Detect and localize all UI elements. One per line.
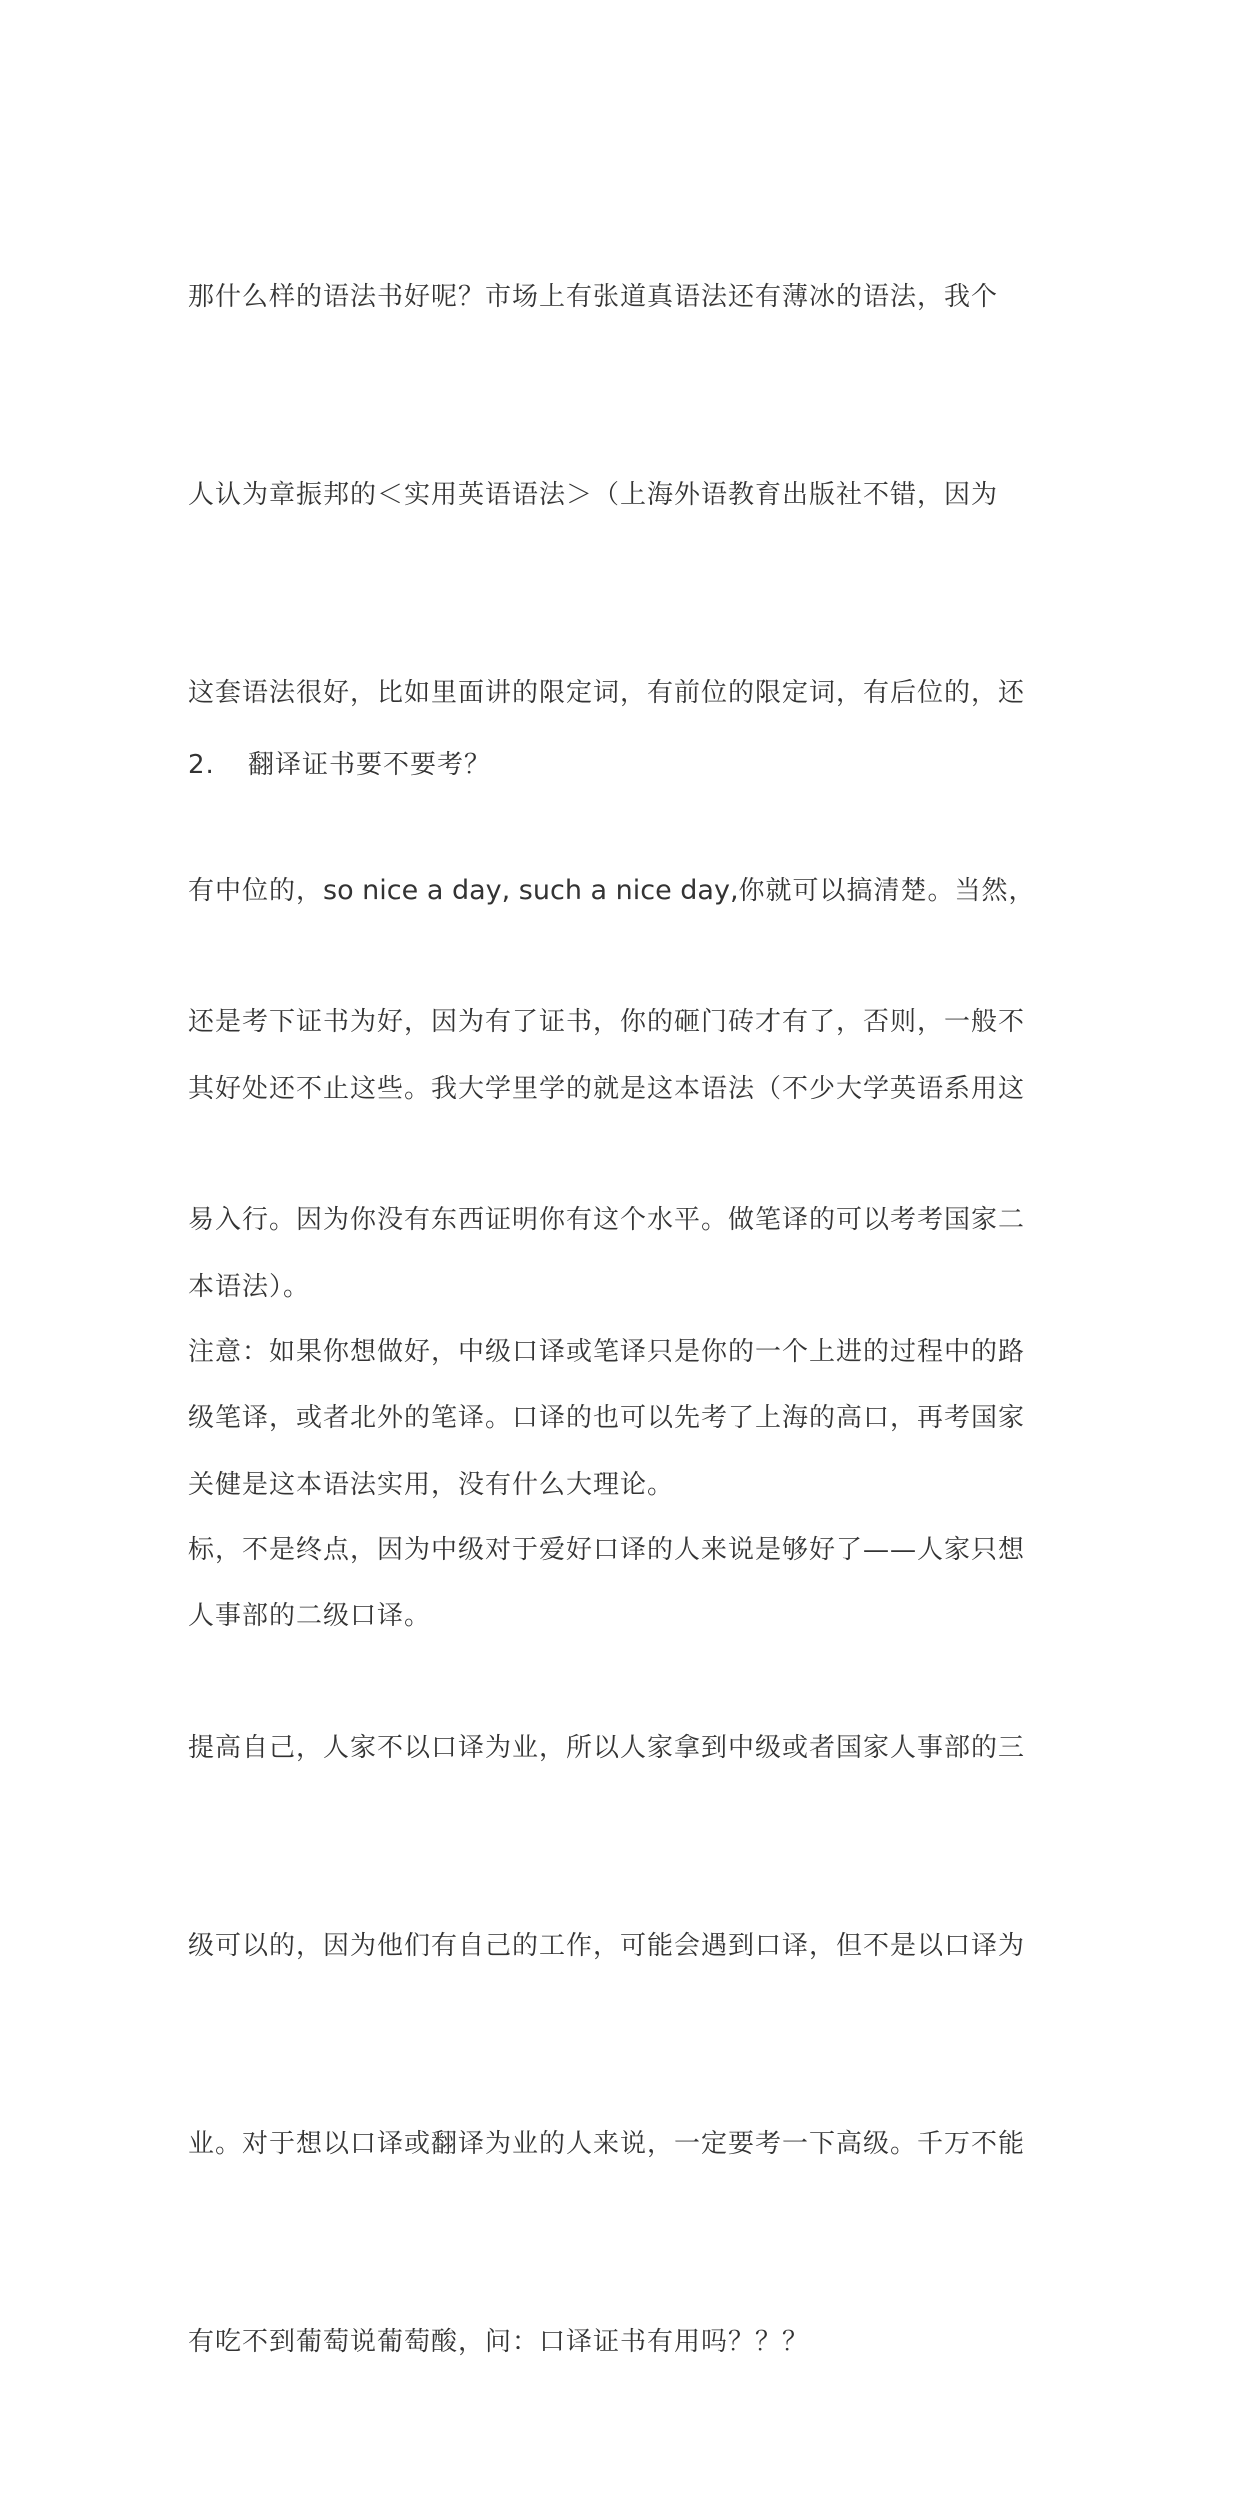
english-example-phrase: so nice a day, such a nice day, xyxy=(323,875,739,906)
text-line: 有吃不到葡萄说葡萄酸，问：口译证书有用吗？？？ xyxy=(188,2327,810,2357)
text-line: 还是考下证书为好，因为有了证书，你的砸门砖才有了，否则，一般不 xyxy=(188,1007,1026,1037)
section-heading xyxy=(188,732,491,798)
text-line: 级可以的，因为他们有自己的工作，可能会遇到口译，但不是以口译为 xyxy=(188,1931,1026,1961)
text-line: 提高自己，人家不以口译为业，所以人家拿到中级或者国家人事部的三 xyxy=(188,1733,1026,1763)
text-segment: 你就可以搞清楚。当然， xyxy=(738,876,1036,906)
text-line: 易入行。因为你没有东西证明你有这个水平。做笔译的可以考考国家二 xyxy=(188,1205,1026,1235)
section-number: 2. xyxy=(188,750,215,780)
text-line: 级笔译，或者北外的笔译。口译的也可以先考了上海的高口，再考国家 xyxy=(188,1403,1026,1433)
text-line: 人认为章振邦的＜实用英语语法＞（上海外语教育出版社不错，因为 xyxy=(188,480,999,510)
text-line: 标，不是终点，因为中级对于爱好口译的人来说是够好了——人家只想 xyxy=(188,1535,1026,1565)
text-line: 其好处还不止这些。我大学里学的就是这本语法（不少大学英语系用这 xyxy=(188,1074,1026,1104)
text-line: 本语法）。 xyxy=(188,1272,311,1302)
paragraph-note xyxy=(188,1187,1088,2507)
text-line: 业。对于想以口译或翻译为业的人来说，一定要考一下高级。千万不能 xyxy=(188,2129,1026,2159)
text-line: 关健是这本语法实用，没有什么大理论。 xyxy=(188,1470,675,1500)
text-segment: 有中位的， xyxy=(188,876,324,906)
section-title: 翻译证书要不要考？ xyxy=(248,750,492,780)
text-line: 这套语法很好，比如里面讲的限定词，有前位的限定词，有后位的，还 xyxy=(188,678,1026,708)
text-line: 注意：如果你想做好，中级口译或笔译只是你的一个上进的过程中的路 xyxy=(188,1337,1026,1367)
text-line: 人事部的二级口译。 xyxy=(188,1601,432,1631)
text-line: 那什么样的语法书好呢？市场上有张道真语法还有薄冰的语法，我个 xyxy=(188,282,999,312)
